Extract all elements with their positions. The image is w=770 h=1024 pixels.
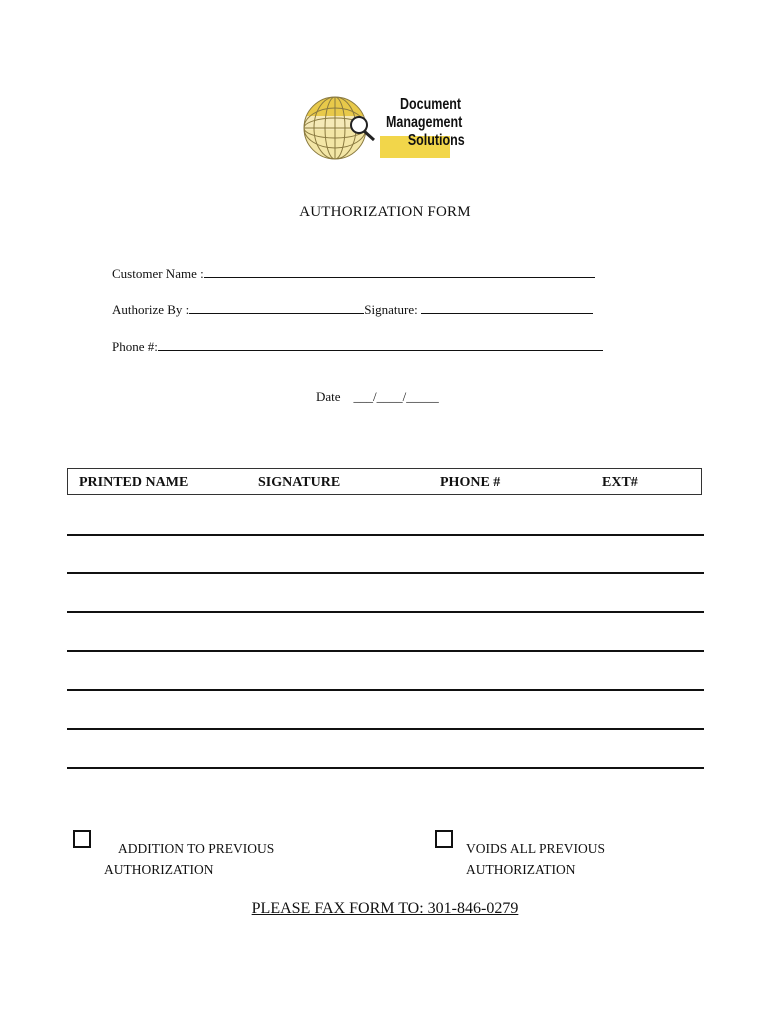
customer-name-field[interactable] bbox=[204, 264, 595, 278]
header-printed-name: PRINTED NAME bbox=[79, 475, 189, 490]
voids-label-line-2: AUTHORIZATION bbox=[466, 862, 576, 877]
fax-text: PLEASE FAX FORM TO: 301-846-0279 bbox=[251, 900, 519, 917]
phone-field[interactable] bbox=[158, 337, 603, 351]
addition-label bbox=[104, 838, 274, 880]
authorized-persons-table-header bbox=[67, 468, 702, 495]
table-row[interactable] bbox=[67, 728, 704, 730]
addition-label-line-1: ADDITION TO PREVIOUS bbox=[118, 841, 275, 856]
header-phone: PHONE # bbox=[440, 475, 501, 490]
authorize-by-label: Authorize By : bbox=[112, 302, 190, 317]
voids-label-line-1: VOIDS ALL PREVIOUS bbox=[466, 841, 606, 856]
table-row[interactable] bbox=[67, 611, 704, 613]
header-ext: EXT# bbox=[602, 475, 638, 490]
date-field[interactable]: ___/____/_____ bbox=[353, 389, 439, 404]
logo-text bbox=[386, 96, 465, 150]
table-row[interactable] bbox=[67, 572, 704, 574]
date-row bbox=[316, 389, 439, 405]
company-logo bbox=[302, 92, 465, 162]
form-title: AUTHORIZATION FORM bbox=[299, 204, 471, 220]
phone-label: Phone #: bbox=[112, 339, 158, 354]
authorize-by-row bbox=[112, 300, 593, 318]
signature-label: Signature: bbox=[364, 302, 418, 317]
phone-row bbox=[112, 337, 603, 355]
table-row[interactable] bbox=[67, 767, 704, 769]
logo-line-2: Management bbox=[386, 114, 463, 131]
table-row[interactable] bbox=[67, 534, 704, 536]
authorize-by-field[interactable] bbox=[189, 300, 364, 314]
voids-checkbox[interactable] bbox=[435, 830, 453, 848]
table-row[interactable] bbox=[67, 650, 704, 652]
customer-name-label: Customer Name : bbox=[112, 266, 204, 281]
date-label: Date bbox=[316, 389, 341, 404]
customer-name-row bbox=[112, 264, 595, 282]
fax-instruction bbox=[0, 900, 770, 918]
addition-checkbox[interactable] bbox=[73, 830, 91, 848]
logo-line-1: Document bbox=[400, 96, 462, 113]
signature-field[interactable] bbox=[421, 300, 593, 314]
addition-label-line-2: AUTHORIZATION bbox=[104, 862, 214, 877]
header-signature: SIGNATURE bbox=[258, 475, 341, 490]
table-row[interactable] bbox=[67, 689, 704, 691]
voids-label bbox=[466, 838, 605, 880]
logo-line-3: Solutions bbox=[407, 132, 465, 149]
